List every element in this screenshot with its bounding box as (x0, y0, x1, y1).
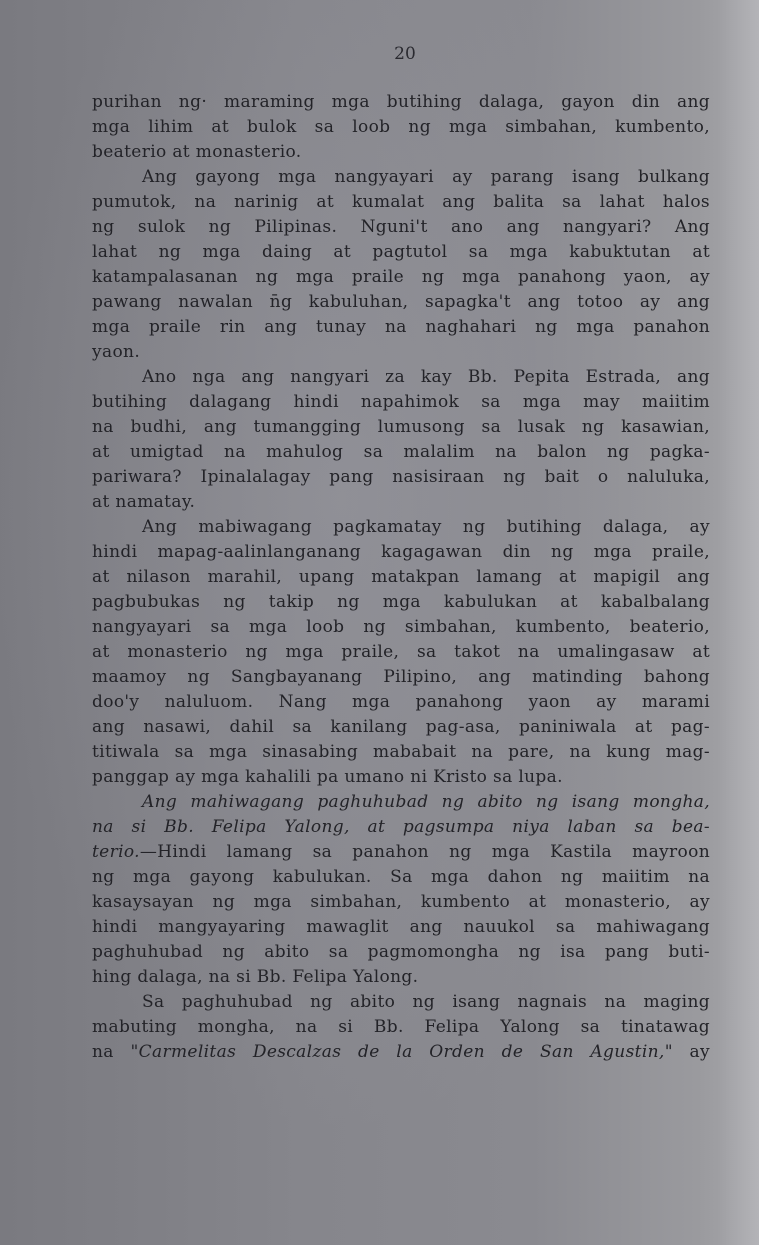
text-line (92, 790, 710, 815)
body-text (92, 90, 710, 1065)
text-line: nangyayari sa mga loob ng simbahan, kumbento, beaterio, (92, 617, 710, 637)
text-line: pumutok, na narinig at kumalat ang balita sa lahat halos (92, 192, 710, 212)
text-line: paghuhubad ng abito sa pagmomongha ng isa pang buti- (92, 942, 710, 962)
text-line: mabuting mongha, na si Bb. Felipa Yalong sa tinatawag (92, 1017, 710, 1037)
text-line: Sa paghuhubad ng abito ng isang nagnais na maging (142, 992, 710, 1012)
page-edge-shadow (719, 0, 759, 1245)
text-line: at monasterio ng mga praile, sa takot na umalingasaw at (92, 642, 710, 662)
text-line: mga lihim at bulok sa loob ng mga simbahan, kumbento, (92, 117, 710, 137)
text-line: yaon. (92, 342, 141, 362)
text-line: Ang mabiwagang pagkamatay ng butihing dalaga, ay (142, 517, 710, 537)
text-line (92, 840, 710, 865)
text-line: pariwara? Ipinalalagay pang nasisiraan ng bait o naluluka, (92, 467, 710, 487)
text-line: hindi mangyayaring mawaglit ang nauukol sa mahiwagang (92, 917, 710, 937)
text-line: ang nasawi, dahil sa kanilang pag-asa, paniniwala at pag- (92, 717, 710, 737)
text-line: at nilason marahil, upang matakpan lamang at mapigil ang (92, 567, 710, 587)
italic-text-segment: na si Bb. Felipa Yalong, at pagsumpa niya laban sa bea- (92, 817, 710, 837)
italic-text-segment: "Carmelitas Descalzas de la Orden de San Agustin," (130, 1042, 673, 1062)
page-number: 20 (394, 44, 416, 64)
italic-text-segment: Ang mahiwagang paghuhubad ng abito ng isang mongha, (142, 792, 710, 812)
text-line: at namatay. (92, 492, 196, 512)
text-line: doo'y naluluom. Nang mga panahong yaon ay marami (92, 692, 710, 712)
text-line: purihan ng· maraming mga butihing dalaga, gayon din ang (92, 92, 710, 112)
text-line: butihing dalagang hindi napahimok sa mga may maiitim (92, 392, 710, 412)
text-line: pagbubukas ng takip ng mga kabulukan at kabalbalang (92, 592, 710, 612)
text-line: at umigtad na mahulog sa malalim na balon ng pagka- (92, 442, 710, 462)
text-line: maamoy ng Sangbayanang Pilipino, ang matinding bahong (92, 667, 710, 687)
italic-text-segment: terio. (92, 842, 140, 862)
text-line (92, 1040, 710, 1065)
text-segment: —Hindi lamang sa panahon ng mga Kastila mayroon (139, 842, 710, 862)
text-line: hindi mapag-aalinlanganang kagagawan din ng mga praile, (92, 542, 710, 562)
text-line: ng mga gayong kabulukan. Sa mga dahon ng maiitim na (92, 867, 710, 887)
text-segment: ay (672, 1042, 710, 1062)
text-line (92, 815, 710, 840)
text-line: ng sulok ng Pilipinas. Nguni't ano ang nangyari? Ang (92, 217, 710, 237)
text-line: Ano nga ang nangyari za kay Bb. Pepita Estrada, ang (142, 367, 710, 387)
text-line: mga praile rin ang tunay na naghahari ng mga panahon (92, 317, 710, 337)
text-line: titiwala sa mga sinasabing mababait na pare, na kung mag- (92, 742, 710, 762)
text-line: katampalasanan ng mga praile ng mga panahong yaon, ay (92, 267, 710, 287)
text-line: hing dalaga, na si Bb. Felipa Yalong. (92, 967, 419, 987)
text-line: na budhi, ang tumangging lumusong sa lusak ng kasawian, (92, 417, 710, 437)
text-line: Ang gayong mga nangyayari ay parang isang bulkang (142, 167, 710, 187)
text-line: panggap ay mga kahalili pa umano ni Kristo sa lupa. (92, 767, 563, 787)
text-line: beaterio at monasterio. (92, 142, 302, 162)
text-line: kasaysayan ng mga simbahan, kumbento at monasterio, ay (92, 892, 710, 912)
text-segment: na (92, 1042, 131, 1062)
text-line: pawang nawalan n̄g kabuluhan, sapagka't ang totoo ay ang (92, 292, 710, 312)
text-line: lahat ng mga daing at pagtutol sa mga kabuktutan at (92, 242, 710, 262)
